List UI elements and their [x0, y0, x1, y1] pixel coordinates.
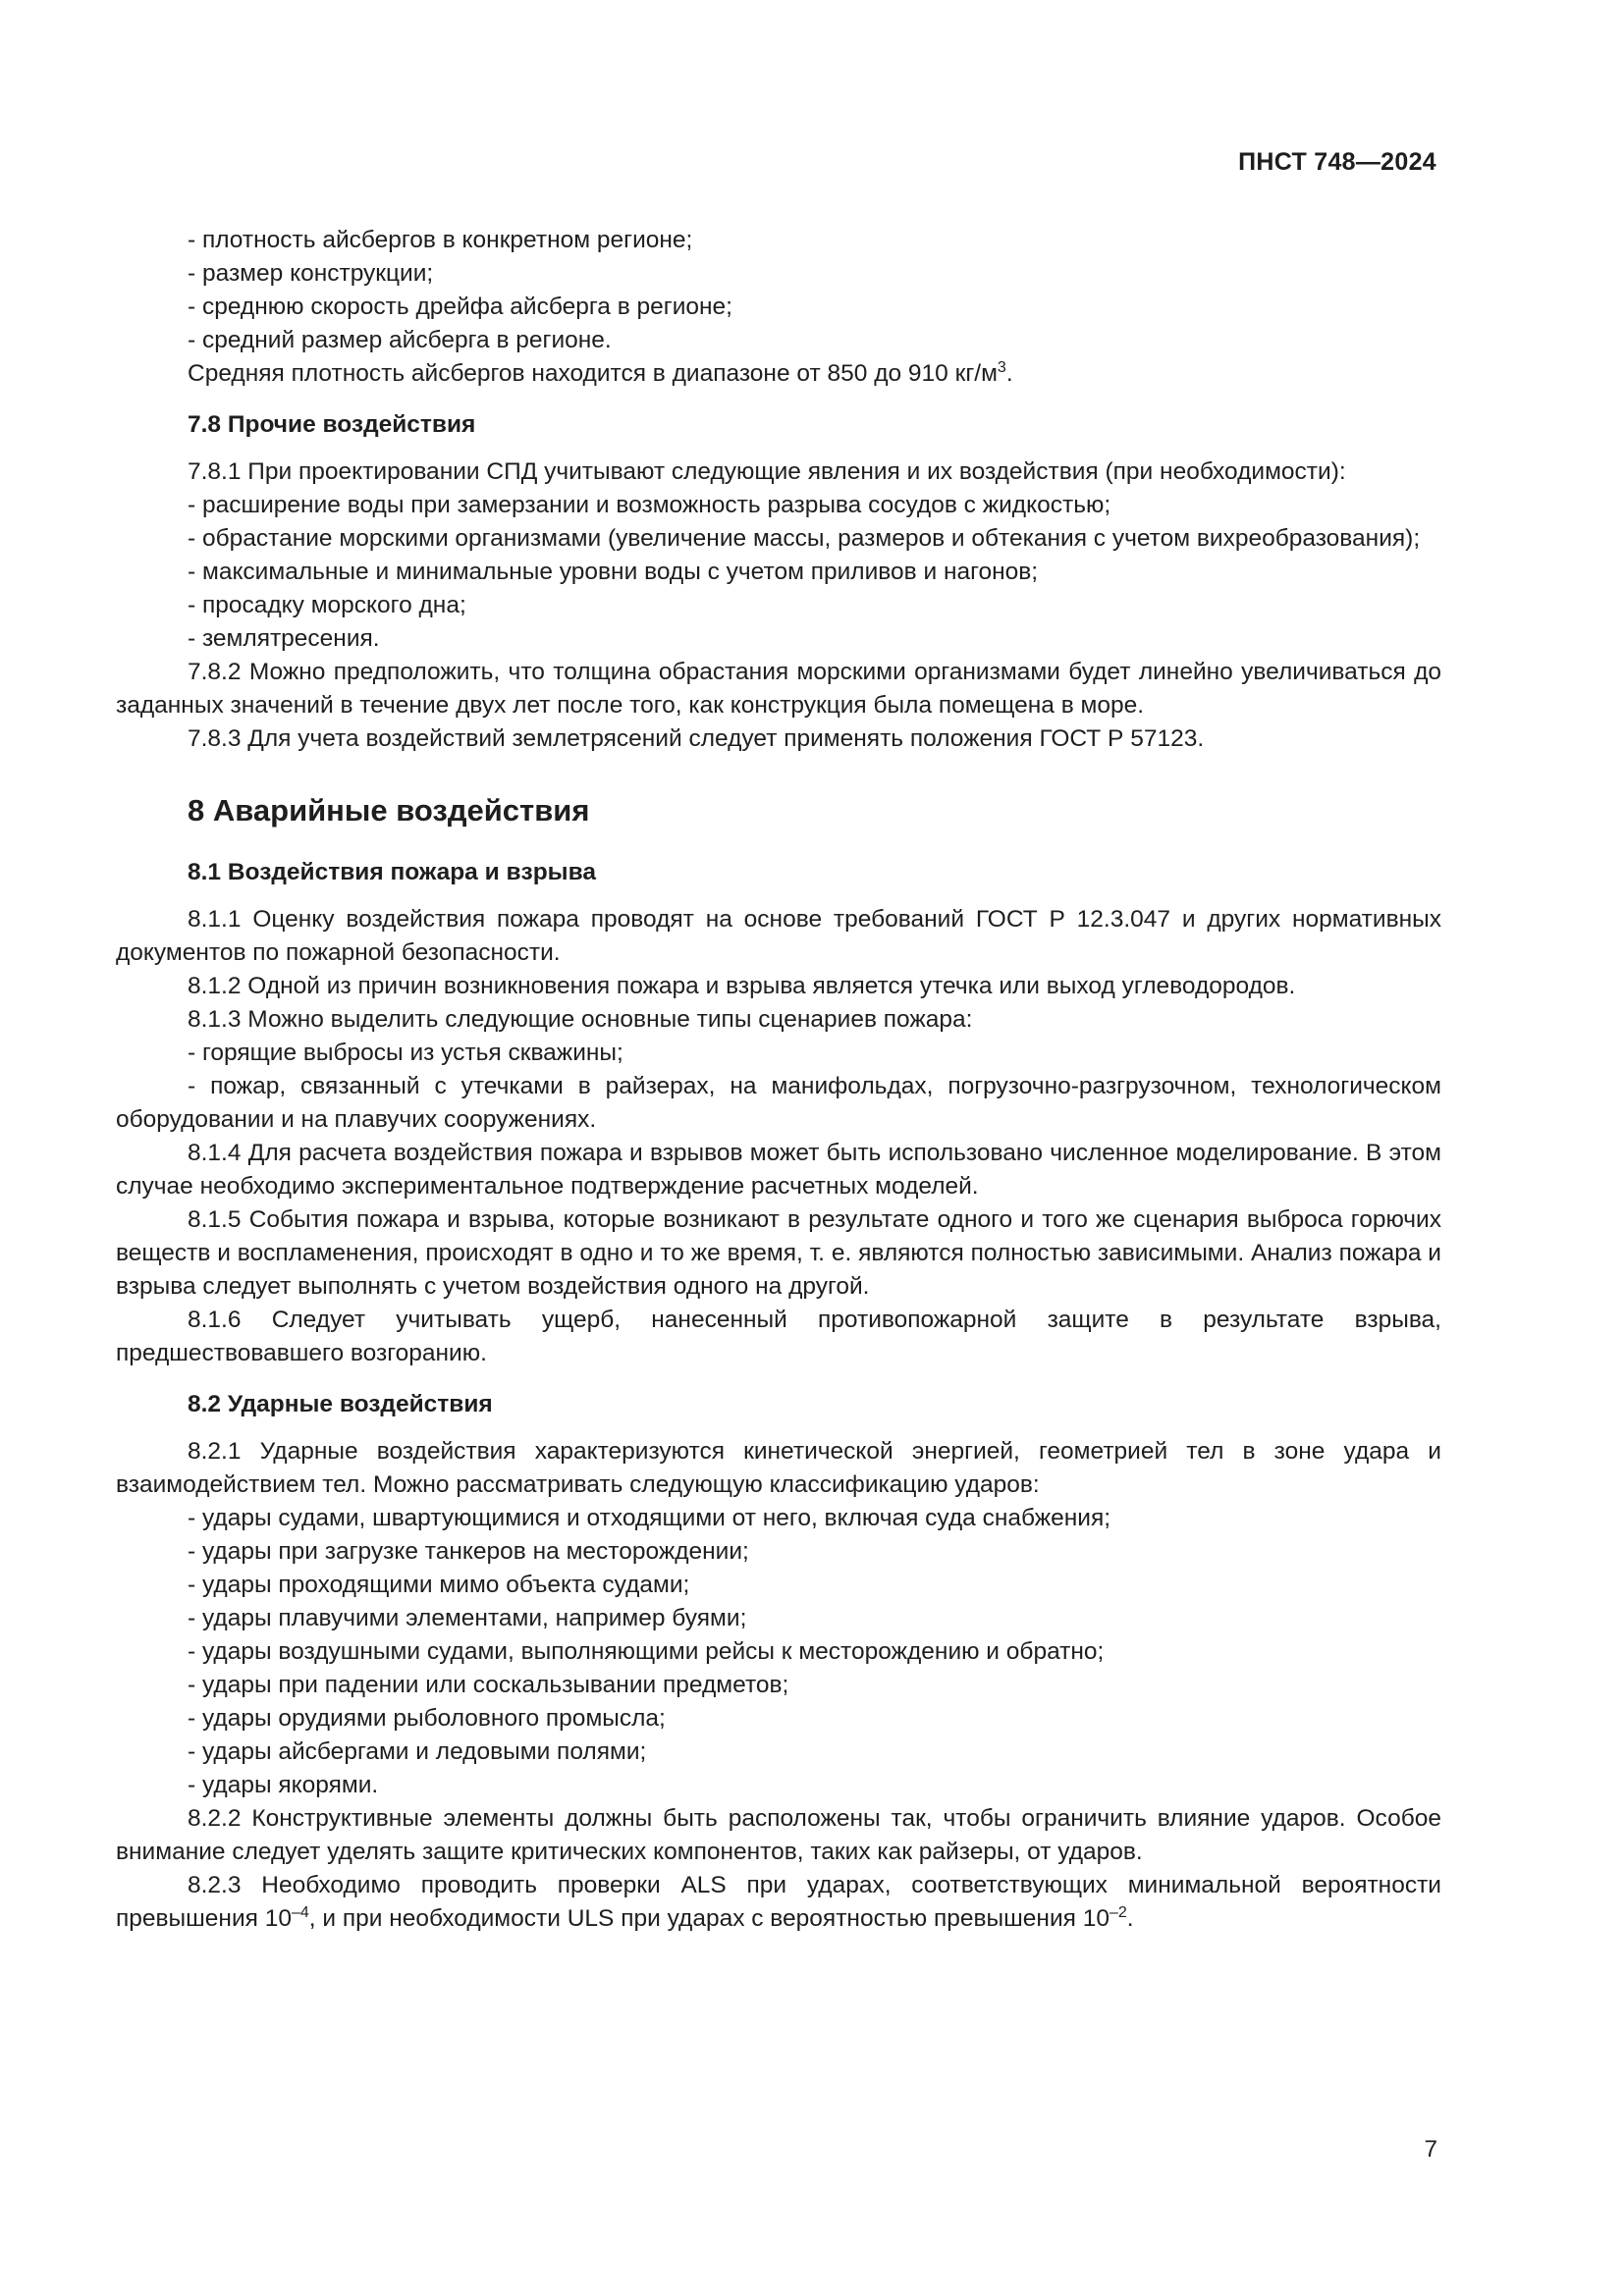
list-item: - удары судами, швартующимися и отходящими от него, включая суда снабжения;: [116, 1502, 1441, 1535]
list-item: - удары орудиями рыболовного промысла;: [116, 1702, 1441, 1735]
list-item: - среднюю скорость дрейфа айсберга в регионе;: [116, 291, 1441, 324]
list-item: - землятресения.: [116, 622, 1441, 656]
paragraph-8-2-2: 8.2.2 Конструктивные элементы должны быть расположены так, чтобы ограничить влияние ударов. Особое внимание следует уделять защите критических компонентов, таких как райзеры, от ударов.: [116, 1805, 1441, 1865]
page-number: 7: [1424, 2136, 1437, 2163]
subsection-title-8-1: 8.1 Воздействия пожара и взрыва: [188, 859, 596, 885]
list-item: - удары при загрузке танкеров на месторождении;: [116, 1535, 1441, 1569]
paragraph-7-8-3: 7.8.3 Для учета воздействий землетрясений следует применять положения ГОСТ Р 57123.: [188, 725, 1205, 752]
paragraph-8-1-6: 8.1.6 Следует учитывать ущерб, нанесенный противопожарной защите в результате взрыва, предшествовавшего возгоранию.: [116, 1307, 1441, 1366]
subsection-title-7-8: 7.8 Прочие воздействия: [188, 411, 476, 438]
list-item: - максимальные и минимальные уровни воды с учетом приливов и нагонов;: [116, 556, 1441, 589]
list-item: - расширение воды при замерзании и возможность разрыва сосудов с жидкостью;: [116, 489, 1441, 522]
paragraph-8-1-2: 8.1.2 Одной из причин возникновения пожара и взрыва является утечка или выход углеводородов.: [188, 973, 1296, 999]
list-item: - удары якорями.: [116, 1769, 1441, 1802]
list-item: - удары проходящими мимо объекта судами;: [116, 1569, 1441, 1602]
paragraph-8-1-5: 8.1.5 События пожара и взрыва, которые возникают в результате одного и того же сценария выброса горючих веществ и воспламенения, происходят в одно и то же время, т. е. являются полностью зависимыми. Анализ пожара и взрыва следует выполнять с учетом воздействия одного на другой.: [116, 1206, 1441, 1300]
list-item: - просадку морского дна;: [116, 589, 1441, 622]
document-code: ПНСТ 748—2024: [1238, 148, 1436, 176]
paragraph-8-2-1: 8.2.1 Ударные воздействия характеризуются кинетической энергией, геометрией тел в зоне удара и взаимодействием тел. Можно рассматривать следующую классификацию ударов:: [116, 1438, 1441, 1498]
density-paragraph: Средняя плотность айсбергов находится в диапазоне от 850 до 910 $кг/м^3$.: [188, 358, 1013, 387]
paragraph-7-8-1: 7.8.1 При проектировании СПД учитывают следующие явления и их воздействия (при необходимости):: [188, 458, 1346, 485]
page-content: [116, 224, 1441, 1936]
list-item: - удары плавучими элементами, например буями;: [116, 1602, 1441, 1635]
list-item: - пожар, связанный с утечками в райзерах, на манифольдах, погрузочно-разгрузочном, технологическом оборудовании и на плавучих сооружениях.: [116, 1070, 1441, 1137]
section-title-8: 8 Аварийные воздействия: [188, 793, 590, 828]
list-item: - удары айсбергами и ледовыми полями;: [116, 1735, 1441, 1769]
list-item: - удары воздушными судами, выполняющими рейсы к месторождению и обратно;: [116, 1635, 1441, 1669]
list-item: - плотность айсбергов в конкретном регионе;: [116, 224, 1441, 257]
list-item: - размер конструкции;: [116, 257, 1441, 291]
list-item: - горящие выбросы из устья скважины;: [116, 1037, 1441, 1070]
paragraph-8-2-3: 8.2.3 Необходимо проводить проверки ALS при ударах, соответствующих минимальной вероятности превышения $10^{-4}$, и при необходимости ULS при ударах с вероятностью превышения $10^{-2}$.: [116, 1872, 1441, 1932]
paragraph-8-1-4: 8.1.4 Для расчета воздействия пожара и взрывов может быть использовано численное моделирование. В этом случае необходимо экспериментальное подтверждение расчетных моделей.: [116, 1140, 1441, 1200]
paragraph-7-8-2: 7.8.2 Можно предположить, что толщина обрастания морскими организмами будет линейно увеличиваться до заданных значений в течение двух лет после того, как конструкция была помещена в море.: [116, 659, 1441, 719]
list-item: - средний размер айсберга в регионе.: [116, 324, 1441, 357]
paragraph-8-1-1: 8.1.1 Оценку воздействия пожара проводят на основе требований ГОСТ Р 12.3.047 и других нормативных документов по пожарной безопасности.: [116, 906, 1441, 966]
subsection-title-8-2: 8.2 Ударные воздействия: [188, 1391, 493, 1417]
list-item: - обрастание морскими организмами (увеличение массы, размеров и обтекания с учетом вихреобразования);: [116, 522, 1441, 556]
list-item: - удары при падении или соскальзывании предметов;: [116, 1669, 1441, 1702]
paragraph-8-1-3: 8.1.3 Можно выделить следующие основные типы сценариев пожара:: [188, 1006, 973, 1033]
